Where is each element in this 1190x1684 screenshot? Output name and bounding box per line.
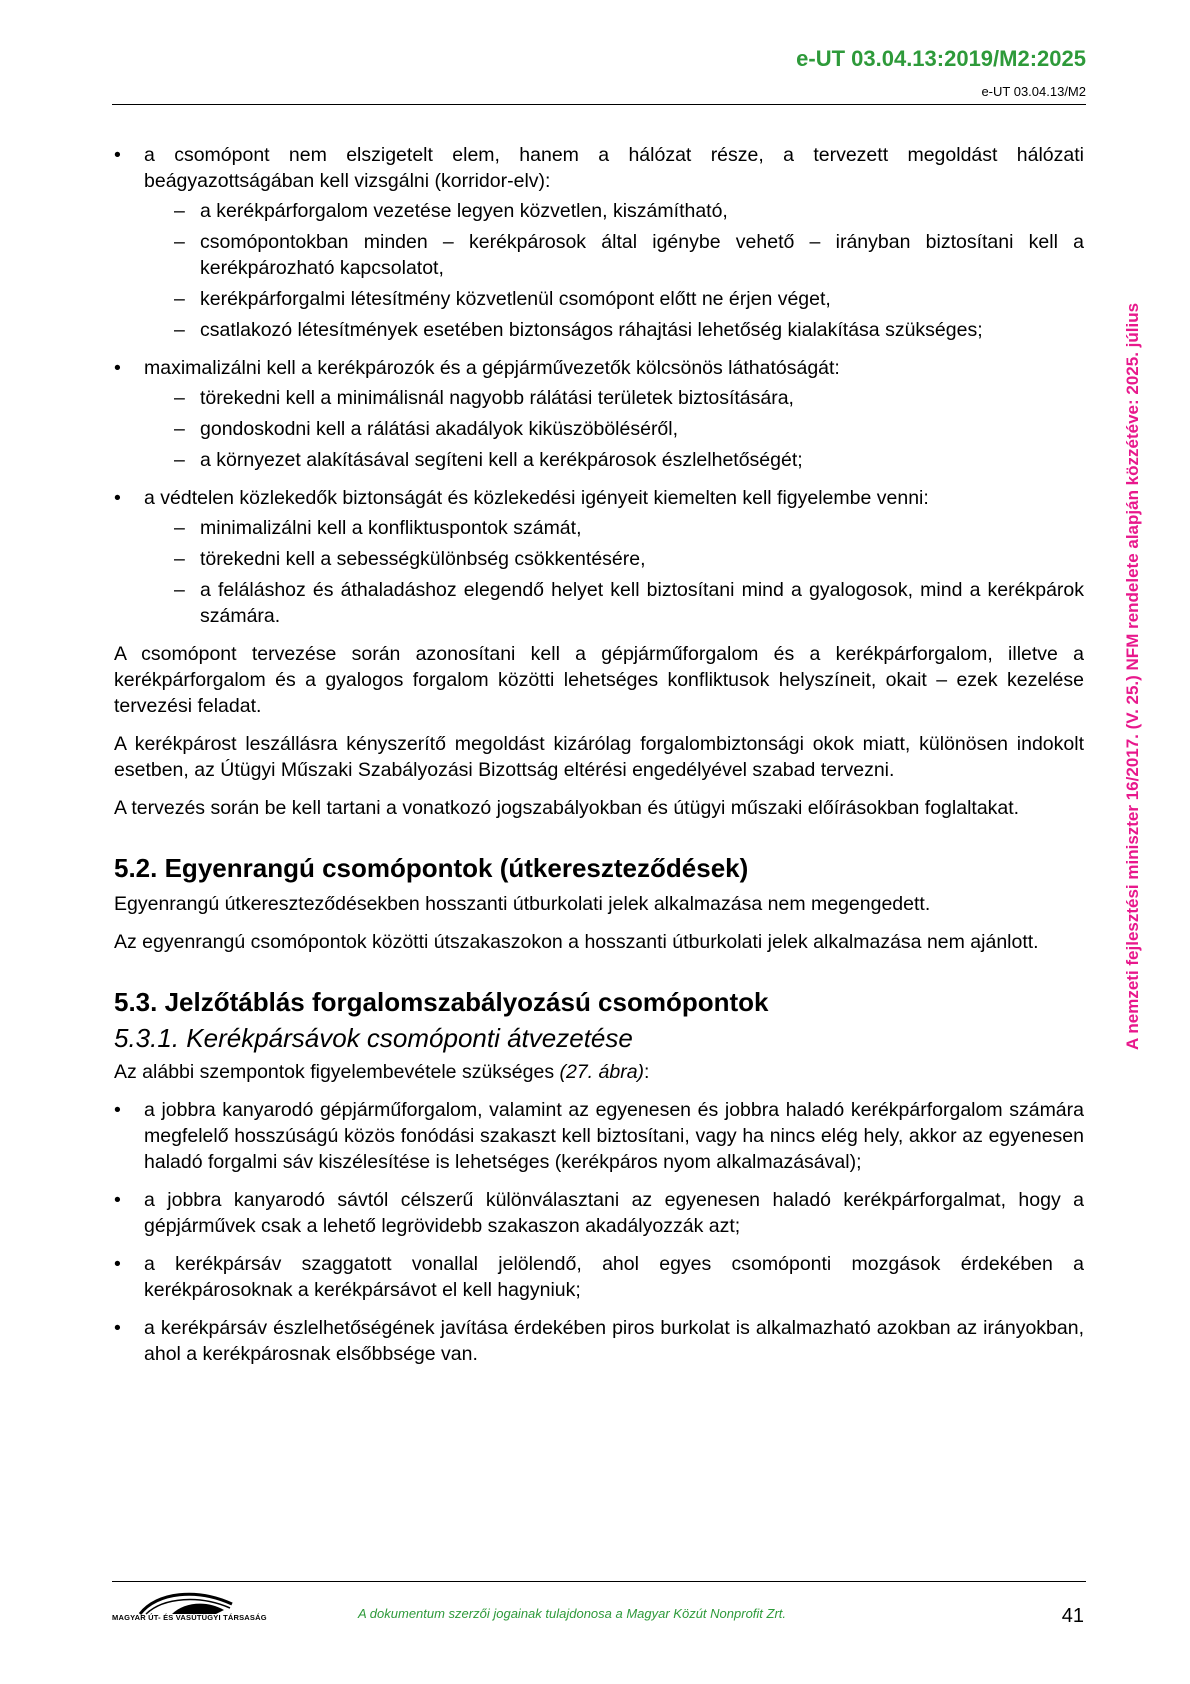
sub-list-item — [144, 317, 1084, 343]
list-item — [114, 355, 1084, 473]
sub-list-item — [144, 577, 1084, 629]
sub-list-item-text: a feláláshoz és áthaladáshoz elegendő helyet kell biztosítani mind a gyalogosok, mind a kerékpárok számára. — [200, 579, 1084, 627]
dash-icon: – — [174, 319, 185, 341]
sub-list-item-text: a környezet alakításával segíteni kell a kerékpárosok észlelhetőségét; — [200, 449, 803, 471]
bullet-icon: • — [114, 487, 121, 509]
list-item-text: maximalizálni kell a kerékpározók és a gépjárművezetők kölcsönös láthatóságát: — [144, 357, 840, 379]
list-item-text: a jobbra kanyarodó sávtól célszerű különválasztani az egyenesen haladó kerékpárforgalmat, hogy a gépjárművek csak a lehető legrövidebb szakaszon akadályozzák azt; — [144, 1189, 1084, 1237]
sub-list-item-text: törekedni kell a sebességkülönbség csökkentésére, — [200, 548, 646, 570]
sub-list-item — [144, 229, 1084, 281]
document-subcode: e-UT 03.04.13/M2 — [981, 84, 1086, 99]
list-item — [114, 1251, 1084, 1303]
dash-icon: – — [174, 200, 185, 222]
dash-icon: – — [174, 449, 185, 471]
list-item-text: a jobbra kanyarodó gépjárműforgalom, valamint az egyenesen és jobbra haladó kerékpárforgalom számára megfelelő hosszúságú közös fonódási szakaszt kell biztosítani, vagy ha nincs elég hely, akkor az egyenesen haladó forgalmi sáv kiszélesítése is lehetséges (kerékpáros nyom alkalmazásával); — [144, 1099, 1084, 1173]
requirements-list — [114, 142, 1084, 629]
intro-paragraph — [114, 1059, 1084, 1085]
list-item-text: a kerékpársáv észlelhetőségének javítása érdekében piros burkolat is alkalmazható azokban az irányokban, ahol a kerékpárosnak elsőbbsége van. — [144, 1317, 1084, 1365]
section-heading: 5.3. Jelzőtáblás forgalomszabályozású csomópontok — [114, 987, 769, 1017]
page-body — [114, 142, 1084, 1379]
dash-icon: – — [174, 387, 185, 409]
paragraph: A csomópont tervezése során azonosítani kell a gépjárműforgalom és a kerékpárforgalom, illetve a kerékpárforgalom és a gyalogos forgalom közötti lehetséges konfliktusok helyszíneit, okait – ezek kezelése tervezési feladat. — [114, 643, 1084, 717]
sub-list-item-text: csomópontokban minden – kerékpárosok által igénybe vehető – irányban biztosítani kell a kerékpározható kapcsolatot, — [200, 231, 1084, 279]
intro-text: Az alábbi szempontok figyelembevétele szükséges — [114, 1061, 560, 1083]
dash-icon: – — [174, 579, 185, 601]
paragraph: Az egyenrangú csomópontok közötti útszakaszokon a hosszanti útburkolati jelek alkalmazása nem ajánlott. — [114, 931, 1039, 953]
sub-list-item-text: gondoskodni kell a rálátási akadályok kiküszöböléséről, — [200, 418, 679, 440]
sub-list-item — [144, 385, 1084, 411]
bullet-icon: • — [114, 144, 121, 166]
organization-name: MAGYAR ÚT- ÉS VASÚTÜGYI TÁRSASÁG — [112, 1613, 267, 1622]
sub-list — [144, 198, 1084, 343]
bullet-icon: • — [114, 1099, 121, 1121]
sub-list-item-text: csatlakozó létesítmények esetében biztonságos ráhajtási lehetőség kialakítása szükséges; — [200, 319, 983, 341]
list-item — [114, 1315, 1084, 1367]
list-item-text: a csomópont nem elszigetelt elem, hanem a hálózat része, a tervezett megoldást hálózati beágyazottságában kell vizsgálni (korridor-elv): — [144, 144, 1084, 192]
footer-rule — [112, 1581, 1086, 1582]
sub-list-item — [144, 546, 1084, 572]
sub-list-item — [144, 198, 1084, 224]
list-item-text: a védtelen közlekedők biztonságát és közlekedési igényeit kiemelten kell figyelembe venni: — [144, 487, 929, 509]
section-heading: 5.2. Egyenrangú csomópontok (útkereszteződések) — [114, 853, 749, 883]
list-item-text: a kerékpársáv szaggatott vonallal jelölendő, ahol egyes csomóponti mozgások érdekében a kerékpárosoknak a kerékpársávot el kell hagyniuk; — [144, 1253, 1084, 1301]
dash-icon: – — [174, 517, 185, 539]
list-item — [114, 1097, 1084, 1175]
dash-icon: – — [174, 231, 185, 253]
list-item — [114, 1187, 1084, 1239]
list-item — [114, 142, 1084, 343]
guidelines-list — [114, 1097, 1084, 1367]
sub-list-item — [144, 515, 1084, 541]
bullet-icon: • — [114, 357, 121, 379]
publication-side-note: A nemzeti fejlesztési miniszter 16/2017. (V. 25.) NFM rendelete alapján közzétéve: 2025. július — [1123, 302, 1142, 1050]
list-item — [114, 485, 1084, 629]
figure-reference[interactable]: (27. ábra) — [559, 1061, 645, 1083]
page-number: 41 — [1061, 1605, 1084, 1627]
sub-list-item-text: a kerékpárforgalom vezetése legyen közvetlen, kiszámítható, — [200, 200, 728, 222]
subsection-heading: 5.3.1. Kerékpársávok csomóponti átvezetése — [114, 1023, 633, 1053]
intro-end: : — [644, 1061, 650, 1083]
dash-icon: – — [174, 418, 185, 440]
sub-list-item-text: minimalizálni kell a konfliktuspontok számát, — [200, 517, 582, 539]
sub-list-item-text: törekedni kell a minimálisnál nagyobb rálátási területek biztosítására, — [200, 387, 794, 409]
paragraph: A kerékpárost leszállásra kényszerítő megoldást kizárólag forgalombiztonsági okok miatt, különösen indokolt esetben, az Útügyi Műszaki Szabályozási Bizottság eltérési engedélyével szabad tervezni. — [114, 733, 1084, 781]
copyright-note: A dokumentum szerzői jogainak tulajdonosa a Magyar Közút Nonprofit Zrt. — [358, 1606, 787, 1621]
sub-list-item-text: kerékpárforgalmi létesítmény közvetlenül csomópont előtt ne érjen véget, — [200, 288, 831, 310]
sub-list-item — [144, 447, 1084, 473]
bullet-icon: • — [114, 1317, 121, 1339]
document-code: e-UT 03.04.13:2019/M2:2025 — [796, 46, 1086, 71]
sub-list — [144, 515, 1084, 629]
dash-icon: – — [174, 548, 185, 570]
sub-list-item — [144, 286, 1084, 312]
paragraph: A tervezés során be kell tartani a vonatkozó jogszabályokban és útügyi műszaki előírásokban foglaltakat. — [114, 797, 1020, 819]
bullet-icon: • — [114, 1189, 121, 1211]
paragraph: Egyenrangú útkereszteződésekben hosszanti útburkolati jelek alkalmazása nem megengedett. — [114, 893, 931, 915]
header-rule — [112, 104, 1086, 105]
dash-icon: – — [174, 288, 185, 310]
bullet-icon: • — [114, 1253, 121, 1275]
sub-list — [144, 385, 1084, 473]
sub-list-item — [144, 416, 1084, 442]
